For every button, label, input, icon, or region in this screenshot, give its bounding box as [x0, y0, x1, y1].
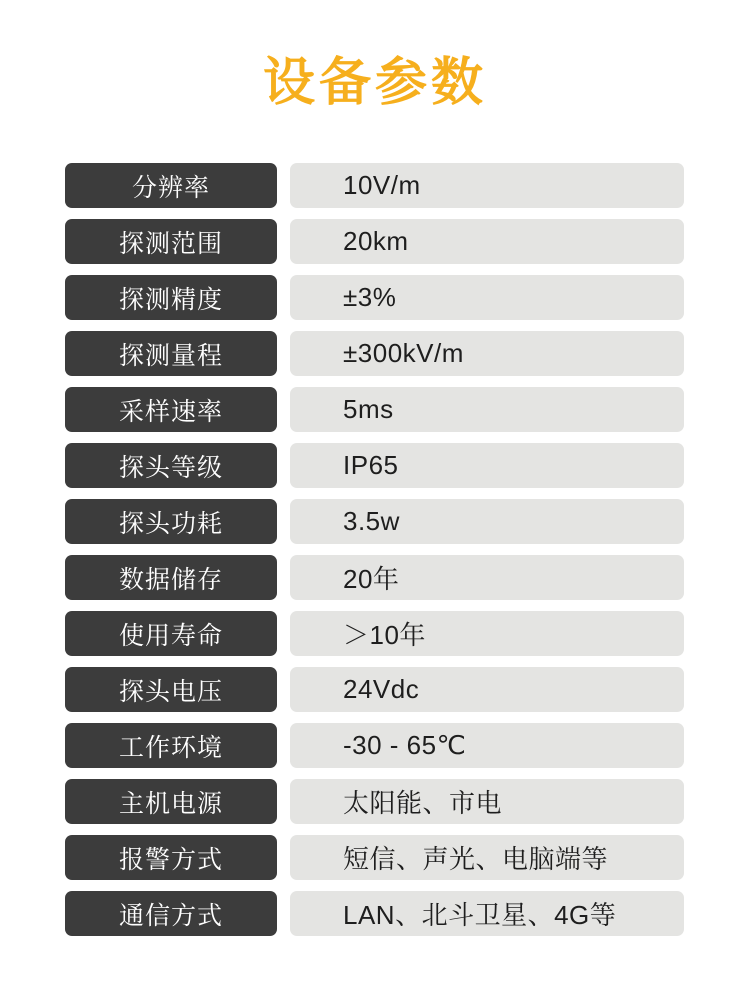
spec-label: 分辨率: [65, 163, 277, 208]
spec-row: [65, 499, 684, 544]
spec-label: 探测范围: [65, 219, 277, 264]
spec-row: [65, 275, 684, 320]
spec-label: 探头电压: [65, 667, 277, 712]
spec-value: ±300kV/m: [290, 331, 684, 376]
spec-row: [65, 443, 684, 488]
page-title: 设备参数: [262, 54, 487, 112]
spec-label: 探头等级: [65, 443, 277, 488]
spec-row: [65, 835, 684, 880]
spec-row: [65, 611, 684, 656]
spec-value: 太阳能、市电: [290, 779, 684, 824]
spec-label: 探测精度: [65, 275, 277, 320]
spec-value: ±3%: [290, 275, 684, 320]
spec-value: 10V/m: [290, 163, 684, 208]
spec-row: [65, 331, 684, 376]
spec-row: [65, 779, 684, 824]
spec-value: 24Vdc: [290, 667, 684, 712]
spec-row: [65, 723, 684, 768]
spec-value: ＞10年: [290, 611, 684, 656]
spec-value: 20km: [290, 219, 684, 264]
spec-row: [65, 163, 684, 208]
spec-label: 通信方式: [65, 891, 277, 936]
spec-label: 数据储存: [65, 555, 277, 600]
spec-value: LAN、北斗卫星、4G等: [290, 891, 684, 936]
spec-label: 使用寿命: [65, 611, 277, 656]
spec-value: IP65: [290, 443, 684, 488]
spec-label: 报警方式: [65, 835, 277, 880]
spec-value: 3.5w: [290, 499, 684, 544]
spec-label: 主机电源: [65, 779, 277, 824]
spec-value: -30 - 65℃: [290, 723, 684, 768]
spec-row: [65, 891, 684, 936]
spec-table: [65, 163, 684, 936]
spec-row: [65, 387, 684, 432]
spec-label: 探测量程: [65, 331, 277, 376]
spec-value: 短信、声光、电脑端等: [290, 835, 684, 880]
spec-row: [65, 667, 684, 712]
spec-row: [65, 219, 684, 264]
spec-value: 5ms: [290, 387, 684, 432]
spec-label: 采样速率: [65, 387, 277, 432]
spec-label: 工作环境: [65, 723, 277, 768]
spec-value: 20年: [290, 555, 684, 600]
spec-label: 探头功耗: [65, 499, 277, 544]
spec-row: [65, 555, 684, 600]
